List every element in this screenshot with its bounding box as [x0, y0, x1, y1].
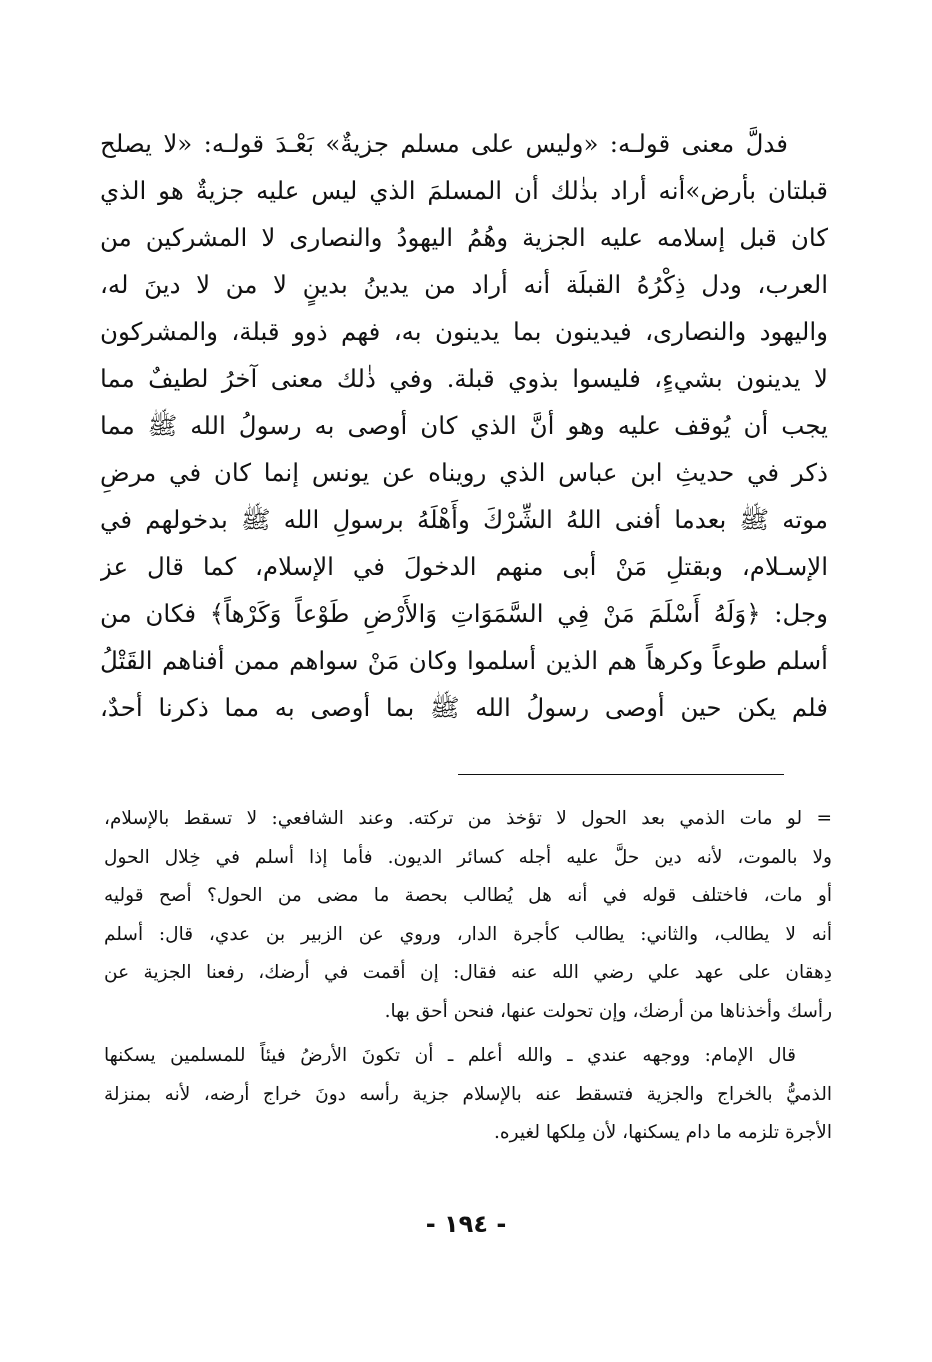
main-text-line: موته ﷺ بعدما أفنى اللهُ الشِّرْكَ وأَهْلَهُ برسولِ الله ﷺ بدخولهم في [100, 505, 828, 534]
footnote-separator [458, 774, 784, 775]
page-number: - ١٩٤ - [425, 1210, 507, 1238]
main-text-line: فدلَّ معنى قولـه: «وليس على مسلم جزيةٌ» بَعْـدَ قولـه: «لا يصلح [100, 129, 788, 158]
footnote-line: أنه لا يطالب، والثاني: يطالب كأجرة الدار، وروي عن الزبير بن عدي، قال: أسلم [104, 923, 832, 945]
main-text-line: أسلم طوعاً وكرهاً هم الذين أسلموا وكان مَنْ سواهم ممن أفناهم القَتْلُ [100, 646, 828, 675]
footnote-line: أو مات، فاختلف قوله في أنه هل يُطالب بحصة ما مضى من الحول؟ أصح قوليه [104, 885, 832, 906]
footnote-line: الذميُّ بالخراج والجزية فتسقط عنه بالإسلام جزية رأسه دونَ خراج أرضه، لأنه بمنزلة [104, 1083, 832, 1105]
footnote-line: ولا بالموت، لأنه دين حلَّ عليه أجله كسائر الديون. فأما إذا أسلم في خِلال الحول [104, 846, 832, 868]
footnote-line: = لو مات الذمي بعد الحول لا تؤخذ من تركته. وعند الشافعي: لا تسقط بالإسلام، [104, 808, 832, 829]
footnote-line: الأجرة تلزمه ما دام يسكنها، لأن مِلكها لغيره. [494, 1122, 832, 1143]
main-text-line: واليهود والنصارى، فيدينون بما يدينون به، فهم ذوو قبلة، والمشركون [100, 317, 828, 346]
main-text-line: وجل: ﴿وَلَهُ أَسْلَمَ مَنْ فِي السَّمَوَاتِ وَالأَرْضِ طَوْعاً وَكَرْهاً﴾ فكان من [100, 599, 828, 628]
main-text-line: كان قبل إسلامه عليه الجزية وهُمُ اليهودُ والنصارى لا المشركين من [100, 223, 828, 252]
footnote-line: قال الإمام: ووجهه عندي ـ والله أعلم ـ أن تكونَ الأرضُ فيئاً للمسلمين يسكنها [104, 1045, 796, 1066]
main-text-line: قبلتان بأرض»أنه أراد بذٰلك أن المسلمَ الذي ليس عليه جزيةٌ هو الذي [100, 176, 828, 205]
main-text-line: يجب أن يُوقف عليه وهو أنَّ الذي كان أوصى به رسولُ الله ﷺ مما [100, 411, 828, 440]
main-text-line: لا يدينون بشيءٍ، فليسوا بذوي قبلة. وفي ذٰلك معنى آخرُ لطيفٌ مما [100, 364, 828, 393]
main-text-block [100, 120, 828, 731]
footnotes-block [104, 800, 832, 1153]
main-text-line: فلم يكن حين أوصى رسولُ الله ﷺ بما أوصى به مما ذكرنا أحدٌ، [100, 693, 828, 722]
main-text-line: العرب، ودل ذِكْرُهُ القبلَة أنه أراد من يدينُ بدينٍ لا من لا دينَ له، [100, 270, 828, 299]
footnote-line: دِهقان على عهد علي رضي الله عنه فقال: إن أقمت في أرضك، رفعنا الجزية عن [104, 962, 832, 983]
main-text-line: الإسـلام، وبقتلِ مَنْ أبى منهم الدخولَ في الإسلام، كما قال عز [100, 552, 828, 581]
footnote-line: رأسك وأخذناها من أرضك، وإن تحولت عنها، فنحن أحق بها. [384, 1000, 832, 1022]
main-text-line: ذكر في حديثِ ابن عباس الذي رويناه عن يونس إنما كان في مرضِ [100, 458, 828, 487]
